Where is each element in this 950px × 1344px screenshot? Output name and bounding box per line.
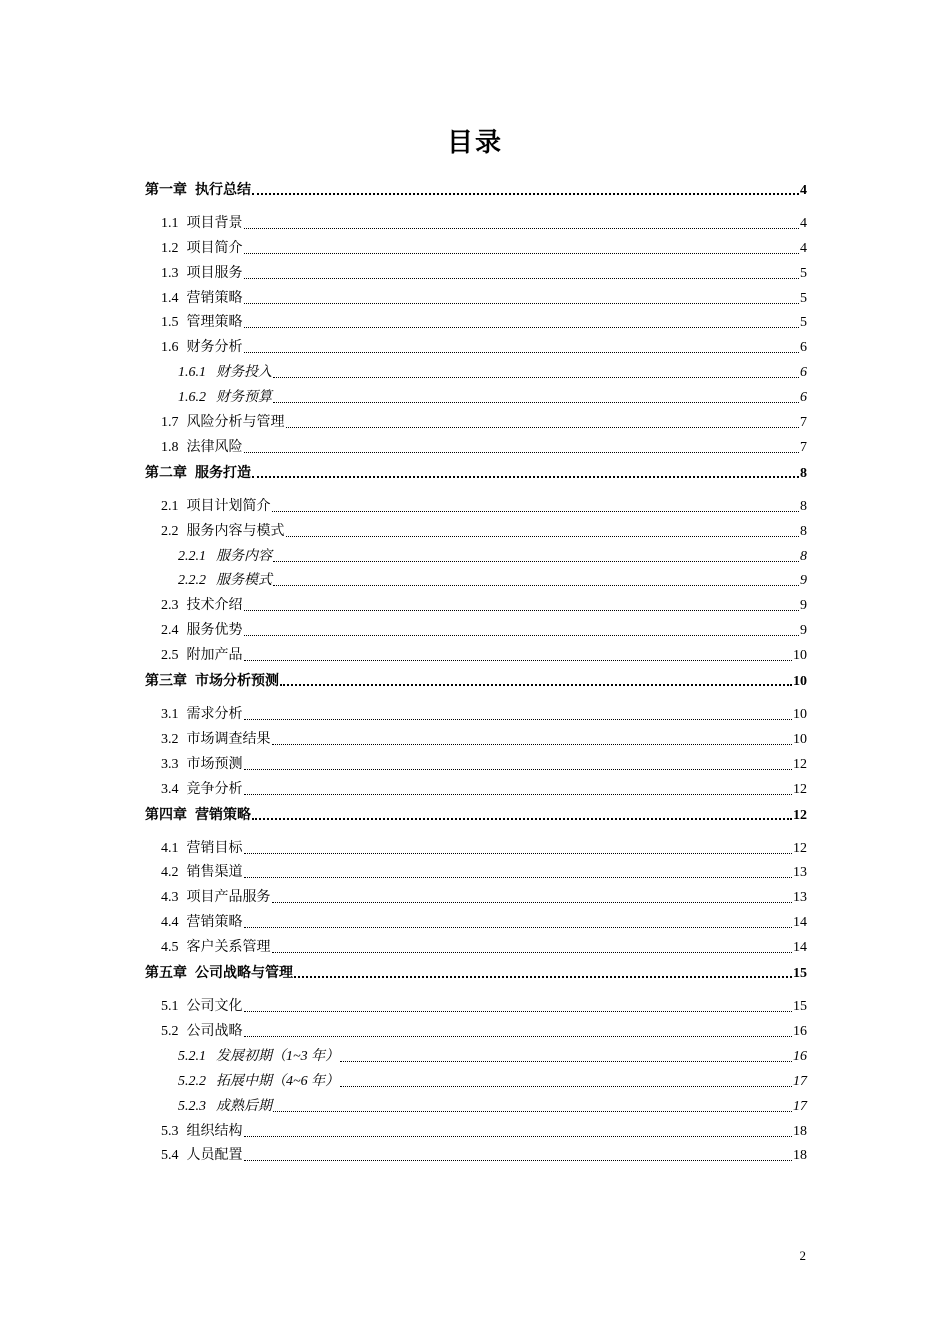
toc-dot-leader [244,1160,793,1161]
toc-entry-page: 8 [800,548,807,564]
toc-chapter-entry[interactable] [145,957,807,991]
toc-entry-title: 风险分析与管理 [186,415,285,431]
toc-entry-page: 13 [793,865,807,881]
toc-dot-leader [244,352,800,353]
toc-entry-title: 项目产品服务 [186,890,271,906]
toc-dot-leader [252,193,799,195]
toc-dot-leader [244,719,793,720]
toc-entry-page: 9 [800,623,807,639]
toc-entry-page: 5 [800,290,807,306]
toc-entry-page: 9 [800,598,807,614]
toc-dot-leader [244,927,793,928]
toc-entry-title: 成熟后期 [216,1098,272,1114]
toc-entry-page: 9 [800,573,807,589]
toc-dot-leader [273,402,799,403]
toc-dot-leader [272,952,793,953]
toc-dot-leader [273,585,799,586]
toc-entry-number: 3.1 [161,707,179,723]
toc-entry-number: 1.5 [161,315,179,331]
toc-entry-page: 17 [793,1073,807,1089]
toc-entry-page: 12 [793,840,807,856]
toc-entry-title: 公司文化 [186,999,243,1015]
toc-entry-number: 2.2.1 [178,548,206,564]
toc-section-entry[interactable] [145,882,807,907]
toc-entry-title: 发展初期（1~3 年） [216,1048,340,1064]
toc-entry-page: 17 [793,1098,807,1114]
toc-subsection-entry[interactable] [145,382,807,407]
page-number: 2 [799,1248,806,1263]
toc-entry-title: 客户关系管理 [186,940,271,956]
toc-entry-page: 12 [793,756,807,772]
toc-section-entry[interactable] [145,699,807,724]
toc-section-entry[interactable] [145,991,807,1016]
toc-dot-leader [244,635,800,636]
toc-entry-number: 5.4 [161,1148,179,1164]
toc-entry-title: 项目计划简介 [186,498,271,514]
toc-entry-page: 15 [793,966,807,982]
toc-entry-title: 执行总结 [195,183,251,198]
toc-entry-number: 2.1 [161,498,179,514]
toc-dot-leader [244,278,800,279]
toc-dot-leader [244,327,800,328]
toc-dot-leader [272,511,800,512]
toc-entry-title: 公司战略 [186,1023,243,1039]
toc-subsection-entry[interactable] [145,357,807,382]
toc-entry-number: 1.7 [161,415,179,431]
toc-entry-title: 服务优势 [186,623,243,639]
toc-dot-leader [244,853,793,854]
toc-entry-page: 10 [793,707,807,723]
toc-entry-title: 营销策略 [186,290,243,306]
toc-entry-number: 3.4 [161,781,179,797]
toc-entry-page: 7 [800,439,807,455]
toc-chapter-entry[interactable] [145,799,807,833]
toc-entry-page: 5 [800,265,807,281]
toc-dot-leader [244,303,800,304]
toc-dot-leader [244,877,793,878]
toc-entry-page: 8 [800,523,807,539]
toc-dot-leader [244,452,800,453]
toc-entry-title: 附加产品 [186,648,243,664]
toc-section-entry[interactable] [145,640,807,665]
toc-entry-number: 1.6 [161,340,179,356]
toc-entry-number: 5.2 [161,1023,179,1039]
toc-entry-page: 16 [793,1048,807,1064]
toc-entry-title: 市场调查结果 [186,731,271,747]
toc-chapter-entry[interactable] [145,457,807,491]
toc-entry-number: 第三章 [145,674,187,690]
toc-dot-leader [340,1061,792,1062]
toc-section-entry[interactable] [145,833,807,858]
toc-section-entry[interactable] [145,283,807,308]
toc-entry-number: 第二章 [145,465,187,481]
toc-section-entry[interactable] [145,308,807,333]
toc-entry-title: 服务打造 [195,465,251,481]
toc-entry-number: 4.1 [161,840,179,856]
toc-dot-leader [244,253,800,254]
toc-entry-page: 4 [800,215,807,231]
toc-entry-number: 5.2.1 [178,1048,206,1064]
toc-entry-title: 财务分析 [186,340,243,356]
toc-entry-number: 1.6.2 [178,390,206,406]
toc-dot-leader [280,684,792,686]
toc-section-entry[interactable] [145,491,807,516]
page-title: 目录 [446,128,503,158]
toc-subsection-entry[interactable] [145,1066,807,1091]
toc-section-entry[interactable] [145,208,807,233]
toc-entry-page: 6 [800,390,807,406]
toc-entry-title: 项目服务 [186,265,243,281]
toc-section-entry[interactable] [145,774,807,799]
toc-entry-title: 公司战略与管理 [195,966,293,982]
toc-section-entry[interactable] [145,432,807,457]
toc-entry-page: 18 [793,1148,807,1164]
toc-entry-page: 6 [800,340,807,356]
toc-entry-title: 财务投入 [216,365,272,381]
toc-dot-leader [272,902,793,903]
toc-section-entry[interactable] [145,749,807,774]
toc-section-entry[interactable] [145,615,807,640]
toc-dot-leader [244,228,800,229]
toc-dot-leader [244,794,793,795]
toc-entry-page: 18 [793,1123,807,1139]
toc-entry-title: 销售渠道 [186,865,243,881]
toc-subsection-entry[interactable] [145,1091,807,1116]
toc-dot-leader [244,1136,793,1137]
toc-dot-leader [273,561,799,562]
toc-dot-leader [244,660,793,661]
toc-dot-leader [244,610,800,611]
toc-entry-title: 服务内容 [216,548,272,564]
toc-entry-title: 需求分析 [186,707,243,723]
toc-entry-number: 5.3 [161,1123,179,1139]
toc-dot-leader [294,976,792,978]
toc-section-entry[interactable] [145,724,807,749]
toc-dot-leader [244,769,793,770]
toc-entry-title: 营销目标 [186,840,243,856]
toc-entry-title: 财务预算 [216,390,272,406]
toc-section-entry[interactable] [145,1141,807,1166]
toc-entry-page: 14 [793,915,807,931]
toc-entry-number: 4.3 [161,890,179,906]
toc-dot-leader [286,427,800,428]
toc-section-entry[interactable] [145,932,807,957]
toc-entry-page: 15 [793,999,807,1015]
toc-section-entry[interactable] [145,590,807,615]
toc-entry-page: 4 [800,183,807,198]
toc-entry-title: 服务内容与模式 [186,523,285,539]
toc-entry-page: 10 [793,731,807,747]
toc-entry-title: 管理策略 [186,315,243,331]
toc-entry-title: 组织结构 [186,1123,243,1139]
toc-entry-title: 技术介绍 [186,598,243,614]
toc-entry-page: 14 [793,940,807,956]
toc-subsection-entry[interactable] [145,566,807,591]
toc-section-entry[interactable] [145,1116,807,1141]
toc-dot-leader [273,1111,792,1112]
toc-entry-title: 拓展中期（4~6 年） [216,1073,340,1089]
toc-entry-page: 8 [800,465,807,481]
toc-dot-leader [244,1036,793,1037]
toc-entry-page: 4 [800,240,807,256]
toc-entry-number: 3.3 [161,756,179,772]
toc-entry-number: 2.2.2 [178,573,206,589]
toc-entry-number: 5.2.2 [178,1073,206,1089]
toc-entry-title: 营销策略 [186,915,243,931]
toc-entry-number: 2.2 [161,523,179,539]
toc-entry-title: 市场分析预测 [195,674,279,690]
toc-entry-page: 16 [793,1023,807,1039]
toc-entry-number: 第一章 [145,183,187,198]
toc-entry-page: 5 [800,315,807,331]
toc-section-entry[interactable] [145,233,807,258]
toc-entry-number: 2.4 [161,623,179,639]
toc-entry-page: 13 [793,890,807,906]
toc-entry-number: 4.4 [161,915,179,931]
toc-entry-number: 第四章 [145,807,187,823]
toc-subsection-entry[interactable] [145,1041,807,1066]
toc-dot-leader [340,1086,792,1087]
toc-entry-number: 1.4 [161,290,179,306]
toc-entry-title: 市场预测 [186,756,243,772]
toc-entry-number: 2.3 [161,598,179,614]
toc-dot-leader [244,1011,793,1012]
toc-chapter-entry[interactable] [145,665,807,699]
toc-entry-number: 4.5 [161,940,179,956]
toc-section-entry[interactable] [145,332,807,357]
toc-entry-title: 竞争分析 [186,781,243,797]
toc-entry-number: 4.2 [161,865,179,881]
toc-dot-leader [252,818,792,820]
toc-dot-leader [272,744,793,745]
toc-entry-number: 5.1 [161,999,179,1015]
toc-entry-title: 项目简介 [186,240,243,256]
toc-entry-number: 3.2 [161,731,179,747]
toc-dot-leader [286,536,800,537]
toc-entry-number: 1.3 [161,265,179,281]
toc-dot-leader [273,377,799,378]
toc-entry-number: 第五章 [145,966,187,982]
toc-entry-page: 10 [793,648,807,664]
toc-section-entry[interactable] [145,1016,807,1041]
toc-section-entry[interactable] [145,907,807,932]
toc-section-entry[interactable] [145,858,807,883]
toc-section-entry[interactable] [145,407,807,432]
toc-entry-title: 项目背景 [186,215,243,231]
toc-entry-title: 人员配置 [186,1148,243,1164]
toc-entry-title: 营销策略 [195,807,251,823]
toc-dot-leader [252,476,799,478]
toc-entry-page: 12 [793,781,807,797]
toc-entry-page: 12 [793,807,807,823]
toc-entry-page: 8 [800,498,807,514]
toc-entry-title: 服务模式 [216,573,272,589]
toc-entry-page: 10 [793,674,807,690]
toc-entry-number: 2.5 [161,648,179,664]
toc-section-entry[interactable] [145,516,807,541]
toc-entry-page: 7 [800,415,807,431]
toc-entry-number: 1.6.1 [178,365,206,381]
toc-section-entry[interactable] [145,258,807,283]
toc-entry-number: 1.8 [161,439,179,455]
toc-entry-number: 1.1 [161,215,179,231]
toc-entry-number: 5.2.3 [178,1098,206,1114]
toc-entry-page: 6 [800,365,807,381]
toc-subsection-entry[interactable] [145,541,807,566]
table-of-contents [145,174,807,1165]
toc-entry-title: 法律风险 [186,439,243,455]
toc-entry-number: 1.2 [161,240,179,256]
toc-chapter-entry[interactable] [145,174,807,208]
